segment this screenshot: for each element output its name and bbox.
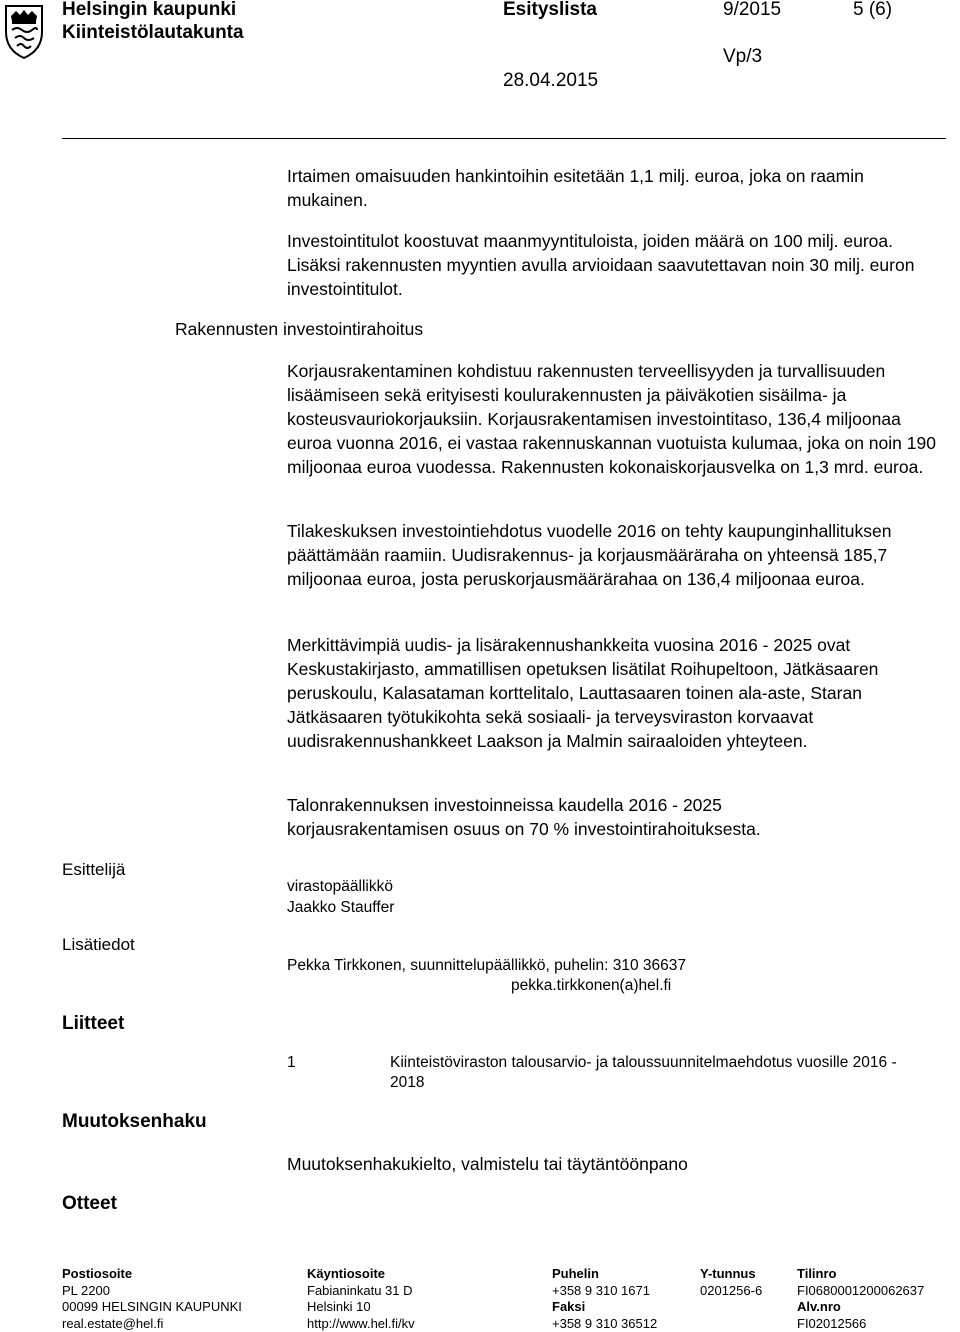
doc-date: 28.04.2015 <box>503 70 599 91</box>
paragraph-renovation-share: Talonrakennuksen investoinneissa kaudella 2016 - 2025 korjausrakentamisen osuus on 70 % investointirahoituksesta. <box>287 795 761 839</box>
footer-vat-number: FI02012566 <box>797 1315 867 1331</box>
extracts-label: Otteet <box>62 1193 117 1214</box>
helsinki-crest-icon <box>3 2 45 60</box>
paragraph-investment-income: Investointitulot koostuvat maanmyyntituloista, joiden määrä on 100 milj. euroa. Lisäksi rakennusten myyntien avulla arvioidaan saavutettavan noin 30 milj. euron investointitulot. <box>287 231 915 299</box>
doc-number: 9/2015 <box>723 0 782 20</box>
info-email: pekka.tirkkonen(a)hel.fi <box>511 977 672 994</box>
board-name: Kiinteistölautakunta <box>62 22 244 43</box>
footer-vat-heading: Alv.nro <box>797 1299 841 1314</box>
footer-account <box>797 1266 924 1332</box>
footer-phone <box>552 1266 657 1332</box>
info-label: Lisätiedot <box>62 935 135 954</box>
footer-business-id <box>700 1266 762 1299</box>
footer-postal-box: PL 2200 <box>62 1282 110 1298</box>
info-contact: Pekka Tirkkonen, suunnittelupäällikkö, puhelin: 310 36637 <box>287 957 686 974</box>
footer-business-id-value: 0201256-6 <box>700 1282 763 1298</box>
paragraph-facilities-proposal: Tilakeskuksen investointiehdotus vuodelle 2016 on tehty kaupunginhallituksen päättämään raamiin. Uudisrakennus- ja korjausmääräraha on yhteensä 185,7 miljoonaa euroa, josta peruskorjausmäärärahaa on 136,4 miljoonaa euroa. <box>287 521 892 589</box>
page-number: 5 (6) <box>853 0 893 20</box>
appeal-text: Muutoksenhakukielto, valmistelu tai täytäntöönpano <box>287 1154 688 1174</box>
footer-email[interactable]: real.estate@hel.fi <box>62 1315 164 1331</box>
footer-phone-number: +358 9 310 1671 <box>552 1282 650 1298</box>
footer-fax-number: +358 9 310 36512 <box>552 1315 658 1331</box>
footer-visiting-heading: Käyntiosoite <box>307 1266 386 1281</box>
footer-visiting-address <box>307 1266 415 1332</box>
footer-postal-heading: Postiosoite <box>62 1266 133 1281</box>
appeal-label: Muutoksenhaku <box>62 1111 207 1132</box>
paragraph-renovation: Korjausrakentaminen kohdistuu rakennusten terveellisyyden ja turvallisuuden lisäämiseen sekä erityisesti koulurakennusten ja päiväkotien sisäilma- ja kosteusvauriokorjauksiin. Korjausrakentamisen investointitaso, 136,4 miljoonaa euroa vuonna 2016, ei vastaa rakennuskannan vuotuista kulumaa, joka on noin 190 miljoonaa euroa vuodessa. Rakennusten kokonaiskorjausvelka on 1,3 mrd. euroa. <box>287 361 936 477</box>
footer-postal-city: 00099 HELSINGIN KAUPUNKI <box>62 1299 242 1314</box>
footer-account-number: FI0680001200062637 <box>797 1282 925 1298</box>
paragraph-major-projects: Merkittävimpiä uudis- ja lisärakennushankkeita vuosina 2016 - 2025 ovat Keskustakirjasto, ammatillisen opetuksen lisätilat Roihupeltoon, Jätkäsaaren peruskoulu, Kalasataman korttelitalo, Lauttasaaren toinen ala-aste, Staran Jätkäsaaren työtukikohta sekä sosiaali- ja terveysviraston korvaavat uudisrakennushankkeet Laakson ja Malmin sairaaloiden yhteyteen. <box>287 635 879 751</box>
paragraph-movable-assets: Irtaimen omaisuuden hankintoihin esitetään 1,1 milj. euroa, joka on raamin mukainen. <box>287 166 864 210</box>
footer-postal-address <box>62 1266 242 1332</box>
footer-business-id-heading: Y-tunnus <box>700 1266 756 1281</box>
city-name: Helsingin kaupunki <box>62 0 237 20</box>
footer-website[interactable]: http://www.hel.fi/kv <box>307 1315 415 1331</box>
attachment-number: 1 <box>287 1054 296 1071</box>
subheading-building-investments: Rakennusten investointirahoitus <box>175 319 424 339</box>
attachment-title: Kiinteistöviraston talousarvio- ja taloussuunnitelmaehdotus vuosille 2016 - 2018 <box>390 1054 897 1091</box>
presenter-label: Esittelijä <box>62 860 126 879</box>
presenter-name: Jaakko Stauffer <box>287 899 395 916</box>
header-divider <box>62 138 946 139</box>
presenter-title: virastopäällikkö <box>287 878 393 895</box>
doc-type: Esityslista <box>503 0 597 20</box>
footer-account-heading: Tilinro <box>797 1266 837 1281</box>
footer-visiting-street: Fabianinkatu 31 D <box>307 1282 413 1298</box>
footer-fax-heading: Faksi <box>552 1299 586 1314</box>
attachments-label: Liitteet <box>62 1013 125 1034</box>
footer-visiting-city: Helsinki 10 <box>307 1299 371 1314</box>
footer-phone-heading: Puhelin <box>552 1266 599 1281</box>
agenda-item: Vp/3 <box>723 46 763 67</box>
